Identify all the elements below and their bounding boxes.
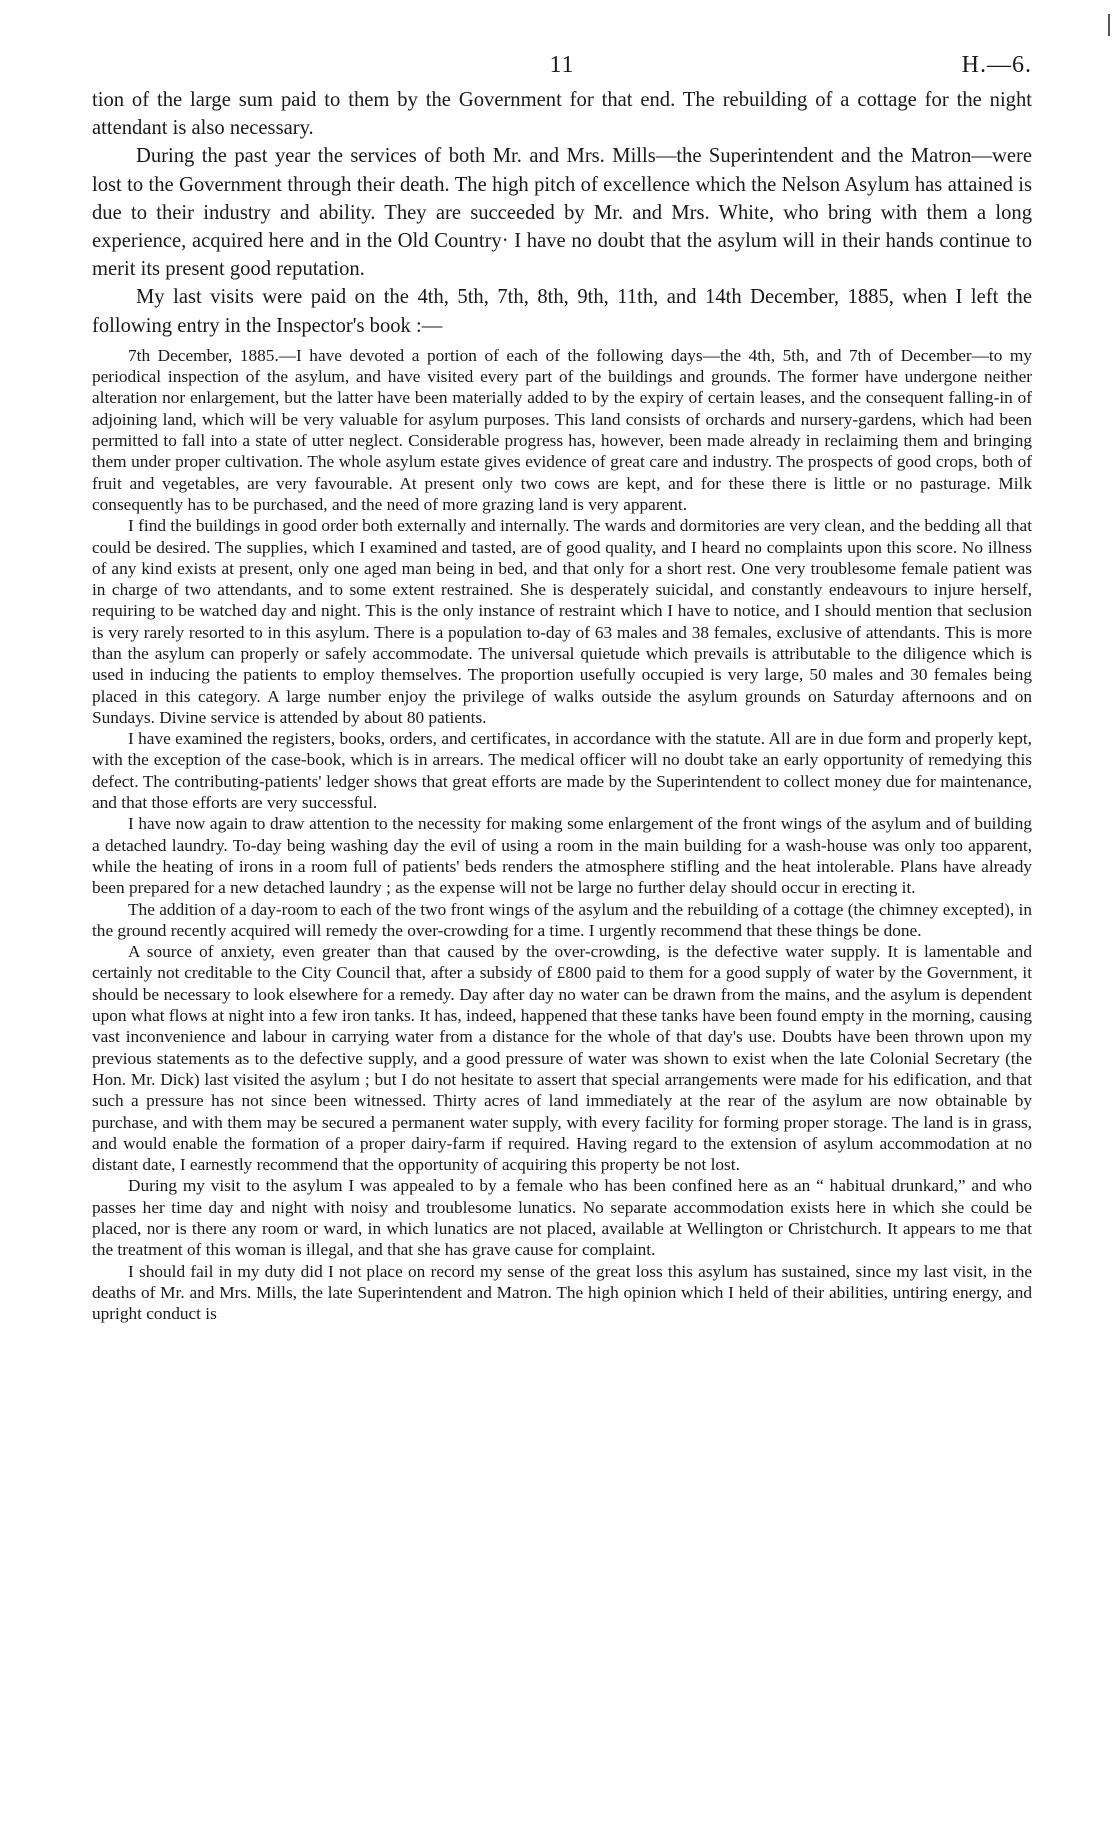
inspector-book-entry: [92, 345, 1032, 1325]
entry-paragraph: A source of anxiety, even greater than that caused by the over-crowding, is the defective water supply. It is lamentable and certainly not creditable to the City Council that, after a subsidy of £800 paid to them for a good supply of water by the Government, it should be necessary to look elsewhere for a remedy. Day after day no water can be drawn from the mains, and the asylum is dependent upon what flows at night into a few iron tanks. It has, indeed, happened that these tanks have been found empty in the morning, causing vast inconvenience and labour in carrying water from a distance for the whole of that day's use. Doubts have been thrown upon my previous statements as to the defective supply, and a good pressure of water was shown to exist when the late Colonial Secretary (the Hon. Mr. Dick) last visited the asylum ; but I do not hesitate to assert that special arrangements were made for his edification, and that such a pressure has not since been witnessed. Thirty acres of land immediately at the rear of the asylum are now obtainable by purchase, and with them may be secured a permanent water supply, with every facility for forming proper storage. The land is in grass, and would enable the formation of a proper dairy-farm if required. Having regard to the extension of asylum accommodation at no distant date, I earnestly recommend that the opportunity of acquiring this property be not lost.: [92, 942, 1032, 1175]
entry-paragraph: I have examined the registers, books, orders, and certificates, in accordance with the statute. All are in due form and properly kept, with the exception of the case-book, which is in arrears. The medical officer will no doubt take an early opportunity of remedying this defect. The contributing-patients' ledger shows that great efforts are made by the Superintendent to collect money due for maintenance, and that those efforts are very successful.: [92, 729, 1032, 813]
entry-paragraph: The addition of a day-room to each of the two front wings of the asylum and the rebuilding of a cottage (the chimney excepted), in the ground recently acquired will remedy the over-crowding for a time. I urgently recommend that these things be done.: [92, 899, 1032, 940]
document-reference: H.—6.: [961, 52, 1032, 78]
margin-mark: [1108, 14, 1110, 36]
intro-paragraph: tion of the large sum paid to them by the Government for that end. The rebuilding of a cottage for the night attendant is also necessary.: [92, 89, 1032, 140]
entry-paragraph: I have now again to draw attention to the necessity for making some enlargement of the front wings of the asylum and of building a detached laundry. To-day being washing day the evil of using a room in the main building for a wash-house was only too apparent, while the heating of irons in a room full of patients' beds renders the atmosphere stifling and the heat intolerable. Plans have already been prepared for a new detached laundry ; as the expense will not be large no further delay should occur in erecting it.: [92, 814, 1032, 898]
entry-paragraph: I should fail in my duty did I not place on record my sense of the great loss this asylum has sustained, since my last visit, in the deaths of Mr. and Mrs. Mills, the late Superintendent and Matron. The high opinion which I held of their abilities, untiring energy, and upright conduct is: [92, 1261, 1032, 1324]
intro-paragraph: During the past year the services of both Mr. and Mrs. Mills—the Superintendent and the Matron—were lost to the Government through their death. The high pitch of excellence which the Nelson Asylum has attained is due to their industry and ability. They are succeeded by Mr. and Mrs. White, who bring with them a long experience, acquired here and in the Old Country· I have no doubt that the asylum will in their hands continue to merit its present good reputation.: [92, 145, 1032, 281]
entry-paragraph: During my visit to the asylum I was appealed to by a female who has been confined here as an “ habitual drunkard,” and who passes her time day and night with noisy and troublesome lunatics. No separate accommodation exists here in which she could be placed, nor is there any room or ward, in which lunatics are not placed, available at Wellington or Christchurch. It appears to me that the treatment of this woman is illegal, and that she has grave cause for complaint.: [92, 1176, 1032, 1260]
intro-paragraph: My last visits were paid on the 4th, 5th, 7th, 8th, 9th, 11th, and 14th December, 1885, when I left the following entry in the Inspector's book :—: [92, 286, 1032, 337]
entry-paragraph: 7th December, 1885.—I have devoted a portion of each of the following days—the 4th, 5th, and 7th of December—to my periodical inspection of the asylum, and have visited every part of the buildings and grounds. The former have undergone neither alteration nor enlargement, but the latter have been materially added to by the expiry of certain leases, and the consequent falling-in of adjoining land, which will be very valuable for asylum purposes. This land consists of orchards and nursery-gardens, which had been permitted to fall into a state of utter neglect. Considerable progress has, however, been made already in reclaiming them and bringing them under proper cultivation. The whole asylum estate gives evidence of great care and industry. The prospects of good crops, both of fruit and vegetables, are very favourable. At present only two cows are kept, and for these there is little or no pasturage. Milk consequently has to be purchased, and the need of more grazing land is very apparent.: [92, 345, 1032, 514]
document-page: [92, 52, 1032, 1324]
page-header: [92, 52, 1032, 86]
intro-section: [92, 86, 1032, 340]
page-number: 11: [549, 52, 575, 78]
entry-paragraph: I find the buildings in good order both externally and internally. The wards and dormitories are very clean, and the bedding all that could be desired. The supplies, which I examined and tasted, are of good quality, and I heard no complaints upon this score. No illness of any kind exists at present, only one aged man being in bed, and that only for a short rest. One very troublesome female patient was in charge of two attendants, and to some extent restrained. She is desperately suicidal, and constantly endeavours to injure herself, requiring to be watched day and night. This is the only instance of restraint which I have to notice, and I should mention that seclusion is very rarely resorted to in this asylum. There is a population to-day of 63 males and 38 females, exclusive of attendants. This is more than the asylum can properly or safely accommodate. The universal quietude which prevails is attributable to the diligence which is used in inducing the patients to employ themselves. The proportion usefully occupied is very large, 50 males and 30 females being placed in this category. A large number enjoy the privilege of walks outside the asylum grounds on Saturday afternoons and on Sundays. Divine service is attended by about 80 patients.: [92, 516, 1032, 727]
